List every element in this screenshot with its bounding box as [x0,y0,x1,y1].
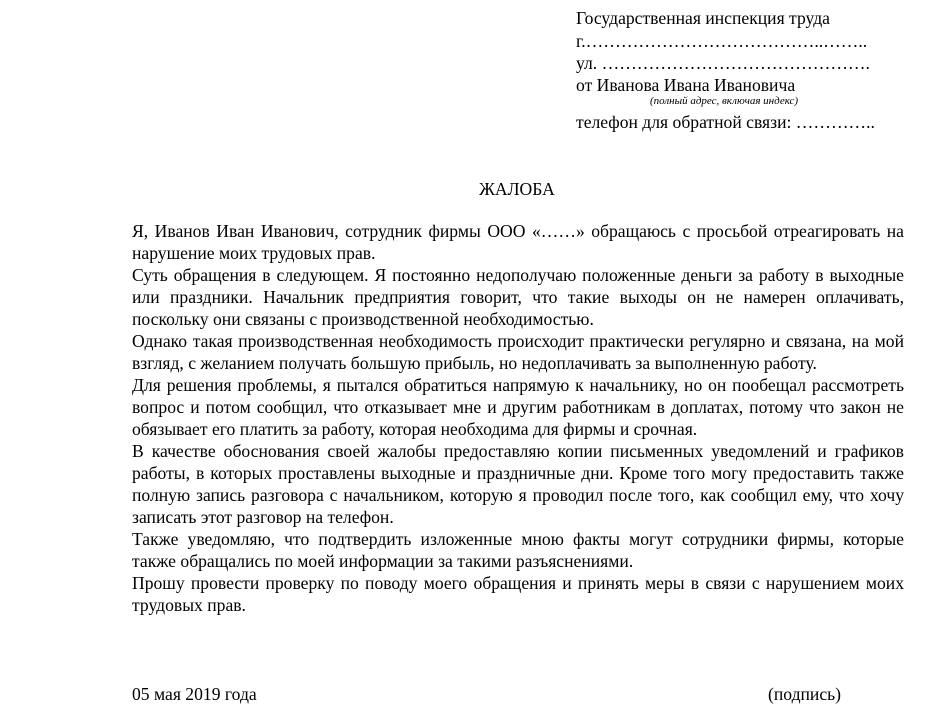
paragraph-attempt: Для решения проблемы, я пытался обратиться напрямую к начальнику, но он пообещал рассмотреть вопрос и потом сообщил, что отказывает мне и другим работникам в доплатах, потому что закон не обязывает его платить за работу, которая необходима для фирмы и срочная. [132,375,904,439]
paragraph-essence: Суть обращения в следующем. Я постоянно недополучаю положенные деньги за работу в выходные или праздники. Начальник предприятия говорит, что такие выходы он не намерен оплачивать, поскольку они связаны с производственной необходимостью. [132,265,904,329]
document-date: 05 мая 2019 года [132,684,257,704]
address-note: (полный адрес, включая индекс) [650,95,798,107]
phone-line: телефон для обратной связи: ………….. [576,112,875,132]
street-line: ул. ………………………………………. [576,53,870,73]
sender-line: от Иванова Ивана Ивановича [576,75,796,95]
paragraph-witnesses: Также уведомляю, что подтвердить изложенные мною факты могут сотрудники фирмы, которые также обращались по моей информации за такими разъяснениями. [132,529,904,571]
paragraph-request: Прошу провести проверку по поводу моего обращения и принять меры в связи с нарушением моих трудовых прав. [132,573,904,615]
paragraph-necessity: Однако такая производственная необходимость происходит практически регулярно и связана, на мой взгляд, с желанием получать большую прибыль, но недоплачивать за выполненную работу. [132,331,904,373]
signature-placeholder: (подпись) [768,684,842,704]
document-title: ЖАЛОБА [479,179,555,199]
complaint-body [132,220,904,616]
city-line: г.…………………………………..…….. [576,31,868,51]
paragraph-intro: Я, Иванов Иван Иванович, сотрудник фирмы ООО «……» обращаюсь с просьбой отреагировать на нарушение моих трудовых прав. [132,221,904,263]
recipient-line: Государственная инспекция труда [576,8,830,28]
paragraph-evidence: В качестве обоснования своей жалобы предоставляю копии письменных уведомлений и графиков работы, в которых проставлены выходные и праздничные дни. Кроме того могу предоставить также полную запись разговора с начальником, которую я проводил после того, как сообщил ему, что хочу записать этот разговор на телефон. [132,441,904,527]
